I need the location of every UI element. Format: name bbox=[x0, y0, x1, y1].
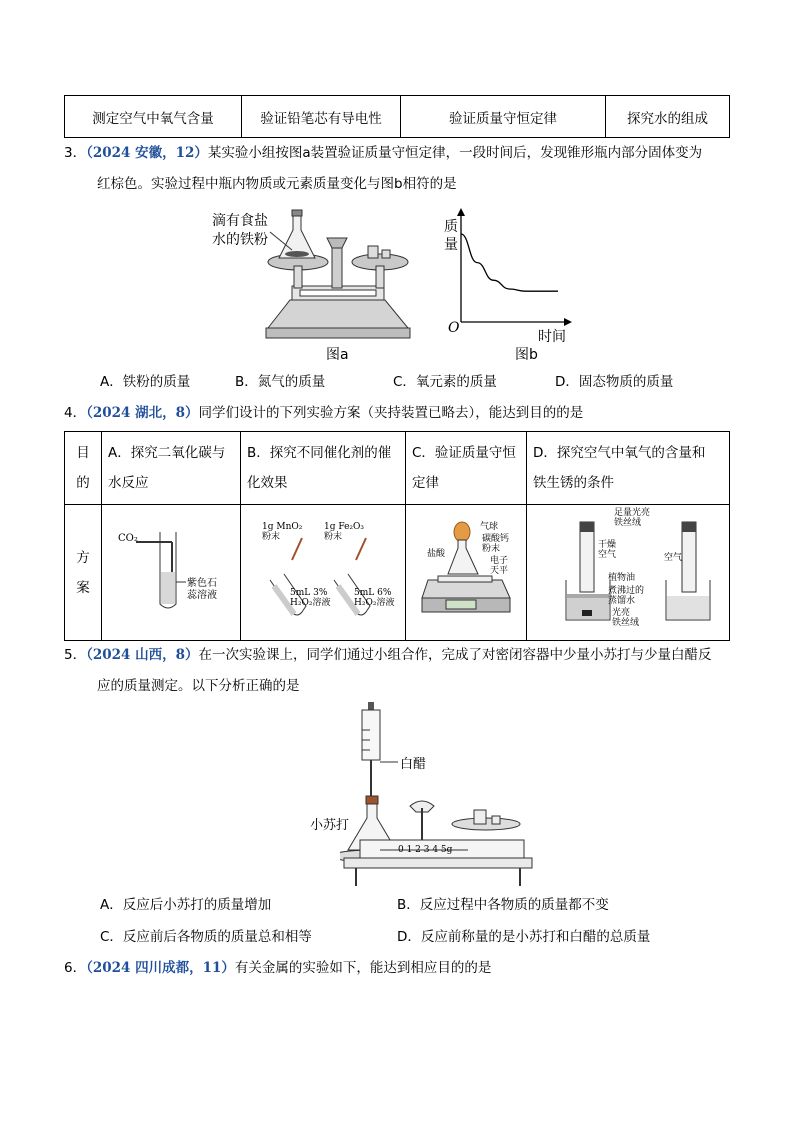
option-d: D．固态物质的质量 bbox=[555, 374, 674, 390]
option-d: D．反应前称量的是小苏打和白醋的总质量 bbox=[397, 929, 651, 945]
question-source: （2024 四川成都，11） bbox=[86, 960, 235, 976]
plan-d-air-label: 空气 bbox=[664, 553, 683, 563]
purpose-a: A．探究二氧化碳与 水反应 bbox=[102, 432, 241, 505]
option-b: B．反应过程中各物质的质量都不变 bbox=[397, 897, 609, 913]
experiment-table-top bbox=[64, 95, 730, 138]
plan-d-bottom-label: 光亮 铁丝绒 bbox=[612, 608, 640, 628]
question-3-line2: 红棕色。实验过程中瓶内物质或元素质量变化与图b相符的是 bbox=[97, 176, 457, 192]
plan-c-balance-label: 电子 天平 bbox=[490, 556, 509, 576]
chart-xlabel: 时间 bbox=[538, 329, 566, 345]
purpose-b: B．探究不同催化剂的催 化效果 bbox=[241, 432, 406, 505]
row-head-purpose: 目 的 bbox=[65, 432, 102, 505]
plan-c-acid-label: 盐酸 bbox=[427, 549, 446, 559]
chart-origin: O bbox=[448, 320, 460, 336]
vinegar-label: 白醋 bbox=[400, 757, 427, 772]
plan-c-powder-label: 碳酸钙 粉末 bbox=[482, 534, 510, 554]
figure-a-caption: 图a bbox=[326, 347, 349, 363]
figure-b-chart bbox=[440, 204, 580, 344]
x-axis-arrow bbox=[564, 318, 572, 326]
question-text: 某实验小组按图a装置验证质量守恒定律，一段时间后，发现锥形瓶内部分固体变为 bbox=[207, 145, 703, 161]
question-source: （2024 山西，8） bbox=[86, 647, 199, 663]
table-cell: 测定空气中氧气含量 bbox=[65, 96, 242, 138]
plan-b-right-top: 1g Fe₂O₃ 粉末 bbox=[324, 522, 365, 542]
question-text: 有关金属的实验如下，能达到相应目的的是 bbox=[234, 960, 492, 976]
figure-a-label: 滴有食盐 水的铁粉 bbox=[212, 213, 268, 248]
question-number: 4． bbox=[64, 405, 87, 421]
table-cell: 探究水的组成 bbox=[606, 96, 730, 138]
option-c: C．反应前后各物质的质量总和相等 bbox=[100, 929, 312, 945]
plan-c-balloon-label: 气球 bbox=[480, 522, 499, 532]
scale-numbers: 0 1 2 3 4 5g bbox=[398, 845, 453, 855]
plan-b-left-top: 1g MnO₂ 粉末 bbox=[262, 522, 303, 542]
question-5-line2: 应的质量测定。以下分析正确的是 bbox=[97, 678, 300, 694]
row-head-plan: 方 案 bbox=[65, 505, 102, 641]
plan-d-oil-label: 植物油 bbox=[608, 573, 636, 583]
soda-label: 小苏打 bbox=[310, 818, 350, 833]
question-4-line bbox=[64, 403, 583, 423]
chart-ylabel: 质 量 bbox=[444, 219, 458, 253]
question-6-line bbox=[64, 958, 491, 978]
plan-d-water-label: 煮沸过的 蒸馏水 bbox=[608, 586, 645, 606]
purpose-c: C．验证质量守恒 定律 bbox=[406, 432, 527, 505]
purpose-d: D．探究空气中氧气的含量和 铁生锈的条件 bbox=[527, 432, 730, 505]
question-number: 6． bbox=[64, 960, 87, 976]
table-cell: 验证质量守恒定律 bbox=[401, 96, 606, 138]
plan-a-gas-label: CO₂ bbox=[118, 533, 138, 544]
option-a: A．铁粉的质量 bbox=[100, 374, 191, 390]
plan-b-left-bottom: 5mL 3% H₂O₂溶液 bbox=[290, 588, 331, 608]
question-number: 5． bbox=[64, 647, 87, 663]
plan-d-dry-air-label: 干燥 空气 bbox=[598, 540, 617, 560]
plan-d-top-label: 足量光亮 铁丝绒 bbox=[614, 508, 651, 528]
question-source: （2024 安徽，12） bbox=[86, 145, 208, 161]
option-a: A．反应后小苏打的质量增加 bbox=[100, 897, 272, 913]
plan-c-electronic-balance bbox=[418, 518, 528, 628]
question-text: 同学们设计的下列实验方案（夹持装置已略去），能达到目的的是 bbox=[198, 405, 584, 421]
question-3-line1 bbox=[64, 143, 702, 163]
figure-q5-balance bbox=[340, 700, 540, 890]
option-c: C．氧元素的质量 bbox=[393, 374, 497, 390]
question-5-line1 bbox=[64, 645, 712, 665]
option-b: B．氮气的质量 bbox=[235, 374, 326, 390]
y-axis-arrow bbox=[457, 208, 465, 216]
question-number: 3． bbox=[64, 145, 87, 161]
series-line bbox=[461, 234, 558, 291]
question-text: 在一次实验课上，同学们通过小组合作，完成了对密闭容器中少量小苏打与少量白醋反 bbox=[198, 647, 712, 663]
table-cell: 验证铅笔芯有导电性 bbox=[242, 96, 401, 138]
plan-d-tubes bbox=[560, 510, 720, 635]
plan-a-liquid-label: 紫色石 蕊溶液 bbox=[187, 578, 217, 601]
question-source: （2024 湖北，8） bbox=[86, 405, 199, 421]
plan-b-right-bottom: 5mL 6% H₂O₂溶液 bbox=[354, 588, 395, 608]
figure-b-caption: 图b bbox=[515, 347, 538, 363]
